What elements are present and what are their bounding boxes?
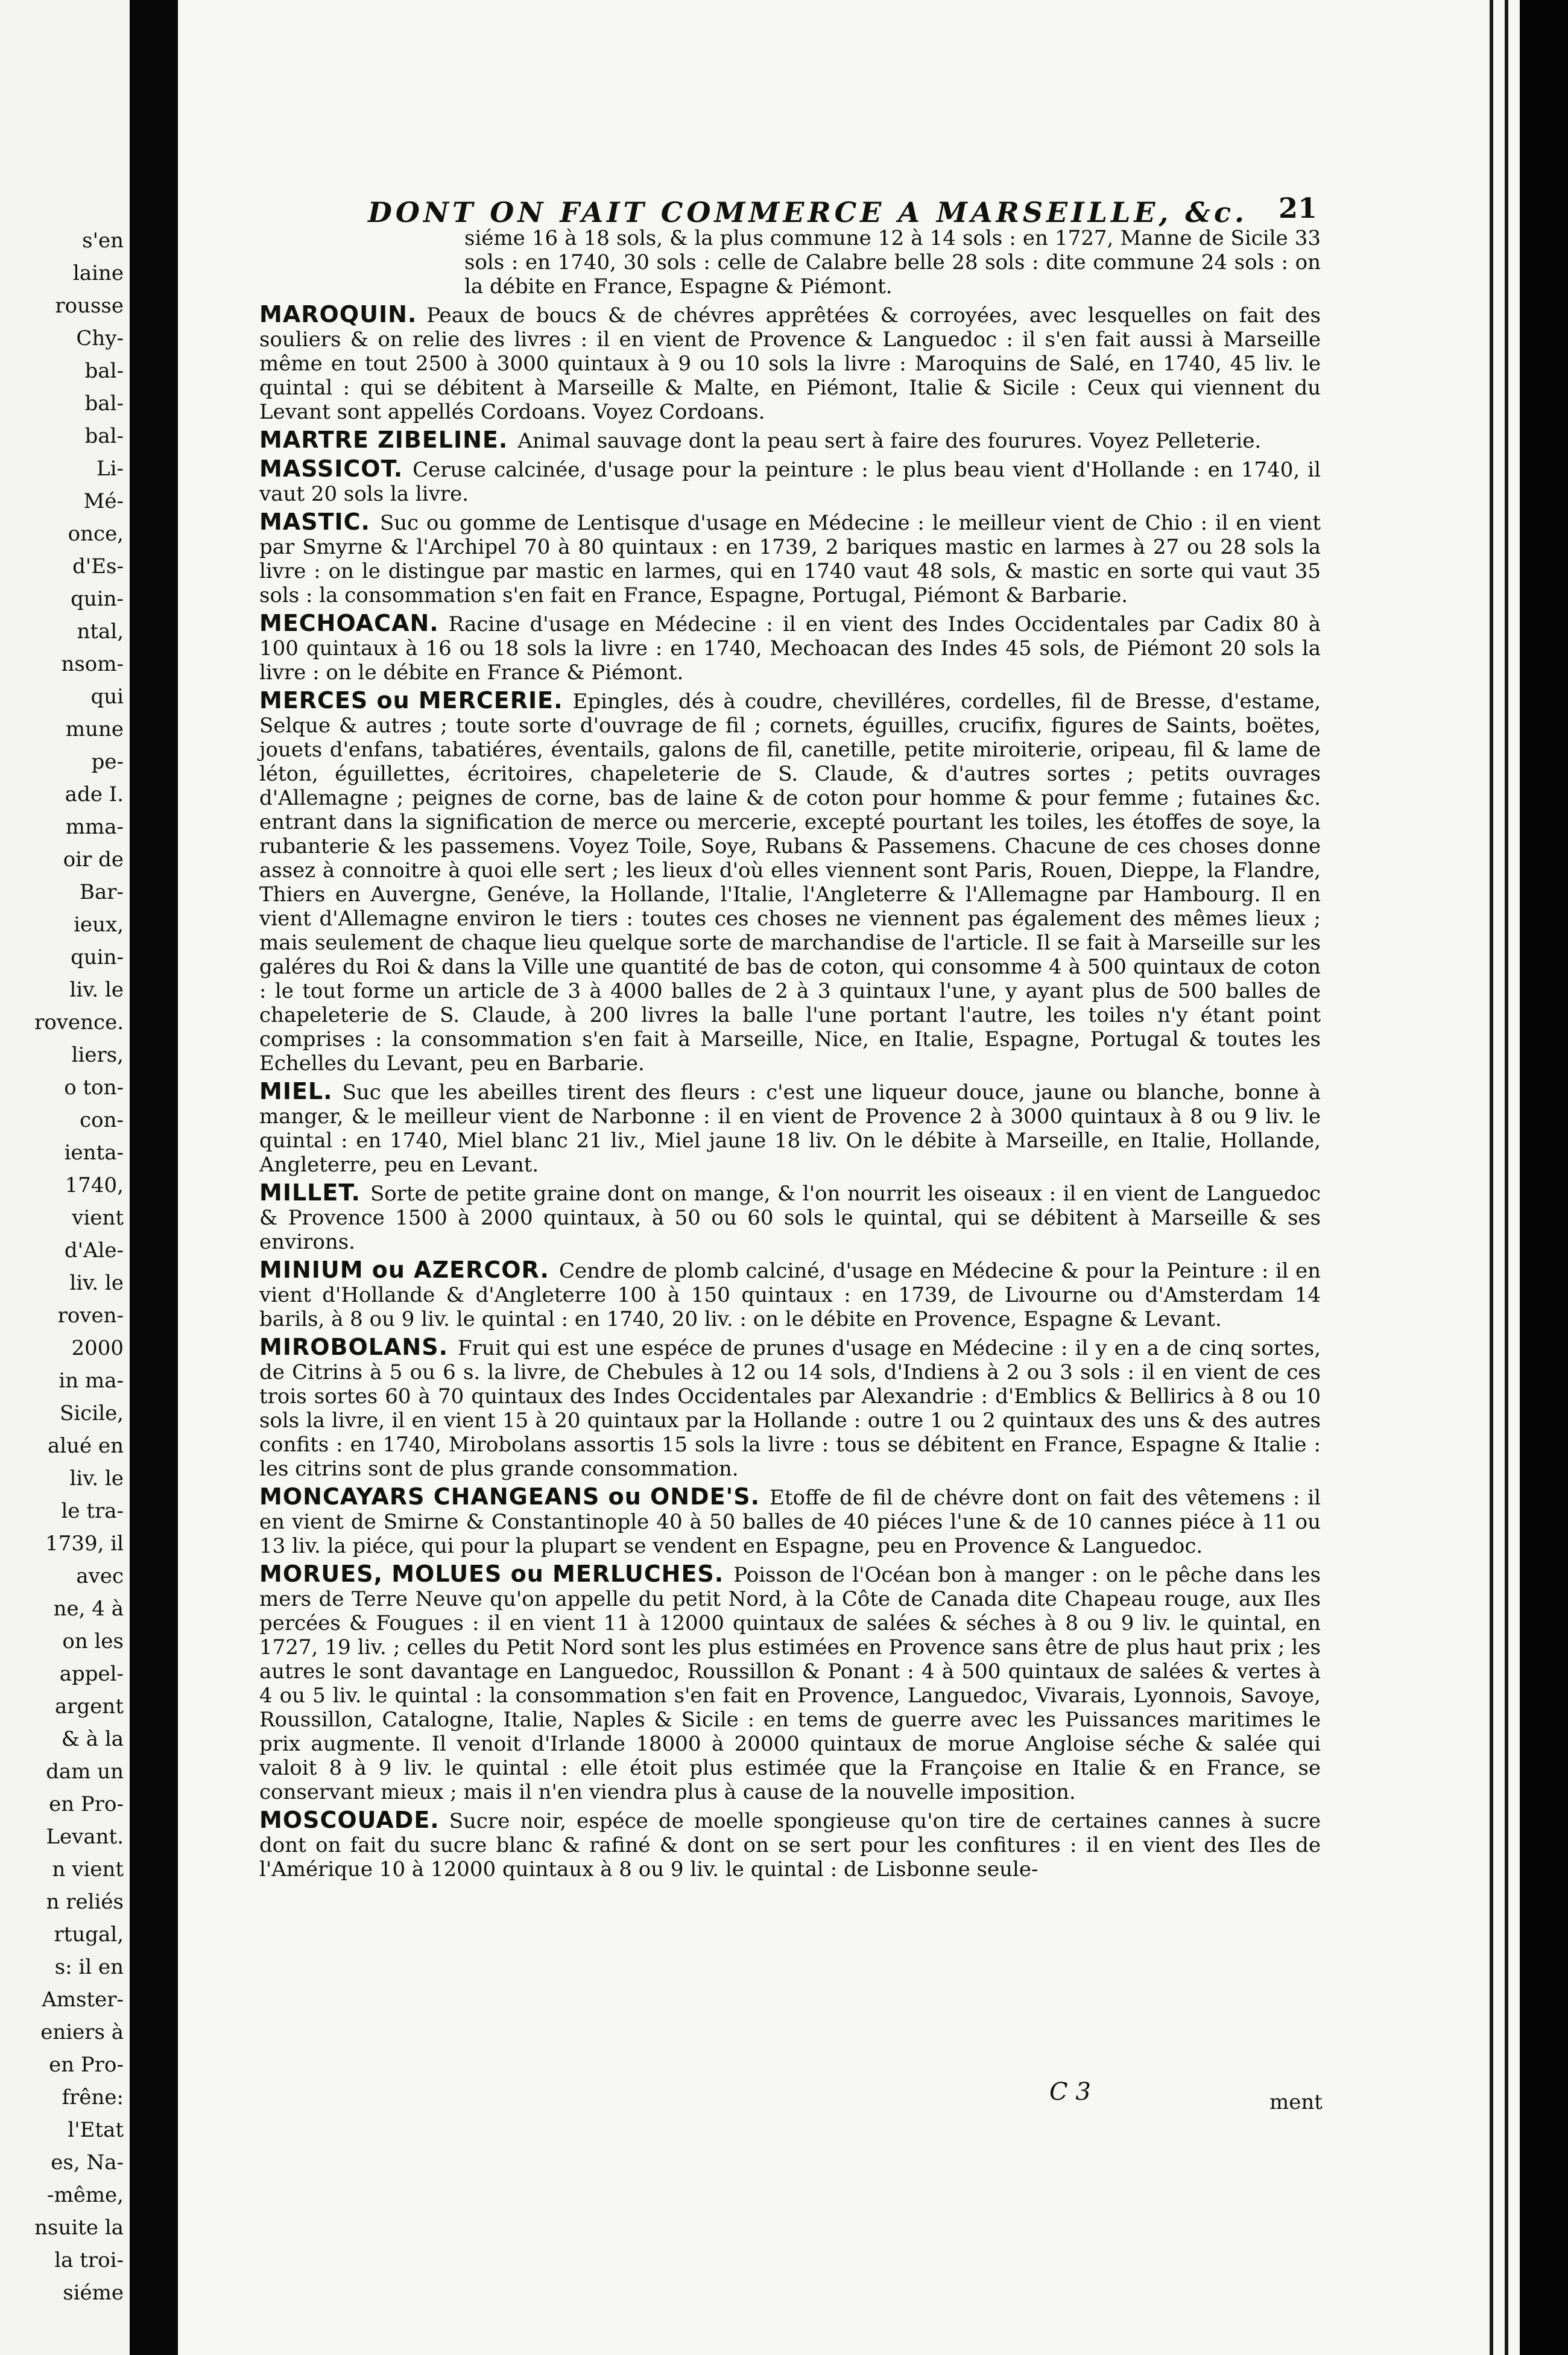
margin-fragment: le tra- — [61, 1500, 124, 1523]
entry-definition: Sorte de petite graine dont on mange, & l'on nourrit les oiseaux : il en vient de Languedoc & Provence 1500 à 2000 quintaux, à 50 ou 60 sols le quintal, qui se débitent à Marseille & ses environs. — [259, 1182, 1321, 1254]
margin-fragment: mma- — [65, 816, 124, 839]
dictionary-entry — [259, 1079, 1321, 1177]
margin-fragment: liv. le — [69, 1467, 124, 1491]
margin-fragment: rovence. — [34, 1011, 124, 1035]
margin-fragment: liv. le — [69, 1272, 124, 1295]
entry-text — [259, 510, 1321, 607]
entry-headword: MINIUM ou AZERCOR. — [259, 1257, 549, 1283]
entry-definition: Racine d'usage en Médecine : il en vient des Indes Occidentales par Cadix 80 à 100 quintaux à 16 ou 18 sols la livre : en 1740, Mechoacan des Indes 45 sols, de Piémont 20 sols la livre : on le débite en France & Piémont. — [259, 612, 1321, 685]
entry-text — [259, 226, 1321, 299]
entry-definition: Animal sauvage dont la peau sert à faire des fourures. Voyez Pelleterie. — [517, 429, 1262, 453]
margin-fragment: rousse — [55, 294, 124, 318]
margin-fragment: liers, — [71, 1044, 124, 1067]
running-header: DONT ON FAIT COMMERCE A MARSEILLE, &c. — [368, 196, 1248, 229]
margin-fragment: oir de — [63, 848, 124, 872]
entry-headword: MASSICOT. — [259, 455, 403, 482]
margin-fragment: alué en — [48, 1434, 124, 1458]
dictionary-entry — [259, 611, 1321, 685]
entry-text — [259, 428, 1321, 453]
entry-text — [259, 457, 1321, 506]
margin-fragment: Amster- — [42, 1988, 124, 2012]
entry-text — [259, 1562, 1321, 1804]
margin-fragment: nsuite la — [34, 2216, 124, 2240]
margin-fragment: bal- — [84, 360, 124, 383]
margin-fragment: en Pro- — [49, 2053, 124, 2077]
margin-fragment: o ton- — [64, 1076, 124, 1100]
book-gutter — [130, 0, 178, 2355]
margin-fragment: once, — [68, 522, 124, 546]
margin-fragment: ne, 4 à — [53, 1597, 124, 1621]
entry-text — [259, 1079, 1321, 1177]
margin-fragment: argent — [55, 1695, 124, 1719]
entry-text — [259, 1258, 1321, 1331]
entry-text — [259, 1335, 1321, 1481]
entry-headword: MONCAYARS CHANGEANS ou ONDE'S. — [259, 1483, 760, 1510]
margin-fragment: 1740, — [65, 1174, 124, 1197]
dictionary-entry — [259, 1808, 1321, 1881]
entry-definition: Suc que les abeilles tirent des fleurs : c'est une liqueur douce, jaune ou blanche, bonne à manger, & le meilleur vient de Narbonne : il en vient de Provence 2 à 3000 quintaux à 8 ou 9 liv. le quintal : en 1740, Miel blanc 21 liv., Miel jaune 18 liv. On le débite à Marseille, en Italie, Hollande, Angleterre, peu en Levant. — [259, 1080, 1321, 1177]
margin-fragment: 2000 — [71, 1337, 124, 1360]
entry-definition: Ceruse calcinée, d'usage pour la peinture : le plus beau vient d'Hollande : en 1740, il vaut 20 sols la livre. — [259, 458, 1321, 506]
entry-list — [259, 226, 1321, 1885]
entry-definition: Etoffe de fil de chévre dont on fait des vêtemens : il en vient de Smirne & Constantinople 40 à 50 balles de 40 piéces l'une & de 10 cannes piéce à 11 ou 13 liv. la piéce, qui pour la plupart se vendent en Espagne, peu en Provence & Languedoc. — [259, 1486, 1321, 1558]
margin-fragment: Sicile, — [60, 1402, 124, 1425]
catchword: ment — [1269, 2090, 1323, 2114]
margin-fragment: vient — [72, 1206, 124, 1230]
page-edge-line — [1505, 0, 1508, 2355]
margin-fragment: bal- — [84, 392, 124, 416]
entry-text — [259, 1485, 1321, 1558]
margin-fragment: l'Etat — [68, 2119, 124, 2142]
margin-fragment: siéme — [63, 2281, 124, 2305]
entry-headword: MASTIC. — [259, 509, 370, 535]
margin-fragment: n vient — [52, 1858, 124, 1881]
margin-fragment: n reliés — [46, 1891, 124, 1914]
margin-fragment: appel- — [59, 1662, 124, 1686]
margin-fragment: s: il en — [54, 1956, 124, 1979]
entry-headword: MARTRE ZIBELINE. — [259, 426, 508, 453]
entry-headword: MERCES ou MERCERIE. — [259, 687, 563, 714]
margin-fragment: d'Es- — [72, 555, 124, 578]
signature-mark: C 3 — [1049, 2078, 1091, 2106]
dictionary-entry — [259, 457, 1321, 506]
margin-fragment: quin- — [71, 588, 124, 611]
margin-fragment: 1739, il — [45, 1532, 124, 1556]
margin-fragment: avec — [76, 1565, 124, 1588]
margin-fragment: in ma- — [58, 1369, 124, 1393]
dictionary-entry — [259, 1485, 1321, 1558]
margin-fragment: & à la — [61, 1728, 124, 1751]
margin-fragment: mune — [65, 718, 124, 741]
entry-definition: Sucre noir, espéce de moelle spongieuse qu'on tire de certaines cannes à sucre dont on fait du sucre blanc & rafiné & dont on se sert pour les confitures : il en vient des Iles de l'Amérique 10 à 12000 quintaux à 8 ou 9 liv. le quintal : de Lisbonne seule- — [259, 1809, 1321, 1881]
entry-headword: MILLET. — [259, 1179, 361, 1206]
entry-text — [259, 611, 1321, 685]
margin-fragment: ieux, — [74, 913, 124, 937]
margin-fragment: Li- — [96, 457, 124, 481]
entry-headword: MECHOACAN. — [259, 610, 439, 636]
entry-definition: Epingles, dés à coudre, chevilléres, cordelles, fil de Bresse, d'estame, Selque & autres ; toute sorte d'ouvrage de fil ; cornets, éguilles, crucifix, figures de Saints, boëtes, jouets d'enfans, tabatiéres, éventails, galons de fil, canetille, petite miroiterie, oripeau, fil & lame de léton, éguillettes, écritoires, chapeleterie de S. Claude, & d'autres sortes ; petits ouvrages d'Allemagne ; peignes de corne, bas de laine & de coton pour homme & pour femme ; futaines &c. entrant dans la signification de merce ou mercerie, excepté pourtant les toiles, les étoffes de soye, la rubanterie & les passemens. Voyez Toile, Soye, Rubans & Passemens. Chacune de ces choses donne assez à connoitre à quoi elle sert ; les lieux d'où elles viennent sont Paris, Rouen, Dieppe, la Flandre, Thiers en Auvergne, Genéve, la Hollande, l'Italie, l'Angleterre & l'Allemagne par Hambourg. Il en vient d'Allemagne environ le tiers : toutes ces choses ne viennent pas également des mêmes lieux ; mais seulement de chaque lieu quelque sorte de marchandise de l'article. Il se fait à Marseille sur les galéres du Roi & dans la Ville une quantité de bas de coton, qui consomme 4 à 500 quintaux de coton : le tout forme un article de 3 à 4000 balles de 2 à 3 quintaux l'une, y ayant plus de 500 balles de chapeleterie de S. Claude, à 200 livres la balle l'une portant l'autre, les toiles n'y étant point comprises : la consommation s'en fait à Marseille, Nice, en Italie, Espagne, Portugal & toutes les Echelles du Levant, peu en Barbarie. — [259, 689, 1321, 1076]
margin-fragment: nsom- — [61, 653, 124, 676]
dictionary-entry — [259, 226, 1321, 299]
page-edge-line — [1490, 0, 1493, 2355]
margin-fragment: quin- — [71, 946, 124, 969]
margin-fragment: con- — [80, 1109, 124, 1132]
entry-headword: MORUES, MOLUES ou MERLUCHES. — [259, 1561, 724, 1587]
dictionary-entry — [259, 1335, 1321, 1481]
entry-definition: siéme 16 à 18 sols, & la plus commune 12 à 14 sols : en 1727, Manne de Sicile 33 sols : en 1740, 30 sols : celle de Calabre belle 28 sols : dite commune 24 sols : on la débite en France, Espagne & Piémont. — [464, 226, 1321, 299]
margin-fragment: pe- — [91, 750, 124, 774]
margin-fragment: -même, — [46, 2184, 124, 2207]
margin-fragment: eniers à — [40, 2021, 124, 2044]
entry-definition: Poisson de l'Océan bon à manger : on le pêche dans les mers de Terre Neuve qu'on appelle du petit Nord, à la Côte de Canada dite Chapeau rouge, aux Iles percées & Fougues : il en vient 11 à 12000 quintaux de salées & séches à 8 ou 9 liv. le quintal, en 1727, 19 liv. ; celles du Petit Nord sont les plus estimées en Provence sans être de plus haut prix ; les autres le sont davantage en Languedoc, Roussillon & Ponant : 4 à 500 quintaux de salées & vertes à 4 ou 5 liv. le quintal : la consommation s'en fait en Provence, Languedoc, Vivarais, Lyonnois, Savoye, Roussillon, Catalogne, Italie, Naples & Sicile : en tems de guerre avec les Puissances maritimes le prix augmente. Il venoit d'Irlande 18000 à 20000 quintaux de morue Angloise séche & salée qui valoit 8 à 9 liv. le quintal : elle étoit plus estimée que la Françoise en Italie & en France, se conservant mieux ; mais il n'en viendra plus à cause de la nouvelle imposition. — [259, 1563, 1321, 1804]
dictionary-entry — [259, 428, 1321, 453]
margin-fragment: ienta- — [64, 1141, 124, 1165]
margin-fragment: ntal, — [77, 620, 124, 644]
margin-fragment: s'en — [82, 229, 124, 253]
margin-fragment: Levant. — [46, 1825, 124, 1849]
entry-headword: MOSCOUADE. — [259, 1807, 440, 1833]
entry-definition: Peaux de boucs & de chévres apprêtées & corroyées, avec lesquelles on fait des souliers & on relie des livres : il en vient de Provence & Languedoc : il s'en fait aussi à Marseille même en tout 2500 à 3000 quintaux à 9 ou 10 sols la livre : Maroquins de Salé, en 1740, 45 liv. le quintal : qui se débitent à Marseille & Malte, en Piémont, Italie & Sicile : Ceux qui viennent du Levant sont appellés Cordoans. Voyez Cordoans. — [259, 303, 1321, 424]
margin-fragment: d'Ale- — [64, 1239, 124, 1263]
margin-fragment: Bar- — [80, 881, 124, 904]
margin-fragment: dam un — [46, 1760, 124, 1784]
margin-fragment: la troi- — [54, 2249, 124, 2272]
margin-fragment: Chy- — [76, 327, 124, 350]
margin-fragment: laine — [72, 262, 124, 285]
margin-fragment: rtugal, — [54, 1923, 124, 1947]
dictionary-entry — [259, 302, 1321, 424]
entry-headword: MIEL. — [259, 1078, 333, 1105]
entry-headword: MIROBOLANS. — [259, 1334, 449, 1360]
margin-fragment: qui — [90, 685, 124, 709]
margin-fragment: bal- — [84, 425, 124, 448]
right-border — [1520, 0, 1568, 2355]
entry-headword: MAROQUIN. — [259, 301, 417, 328]
margin-fragment: Mé- — [83, 490, 124, 513]
margin-fragment: roven- — [57, 1304, 124, 1328]
dictionary-entry — [259, 1562, 1321, 1804]
margin-fragment: frêne: — [62, 2086, 124, 2109]
dictionary-entry — [259, 510, 1321, 607]
dictionary-entry — [259, 1258, 1321, 1331]
margin-fragment: liv. le — [69, 978, 124, 1002]
entry-definition: Fruit qui est une espéce de prunes d'usage en Médecine : il y en a de cinq sortes, de Citrins à 5 ou 6 s. la livre, de Chebules à 12 ou 14 sols, d'Indiens à 2 ou 3 sols : il en vient de ces trois sortes 60 à 70 quintaux des Indes Occidentales par Alexandrie : d'Emblics & Bellirics à 8 ou 10 sols la livre, il en vient 15 à 20 quintaux par la Hollande : outre 1 ou 2 quintaux des uns & des autres confits : en 1740, Mirobolans assortis 15 sols la livre : tous se débitent en France, Espagne & Italie : les citrins sont de plus grande consommation. — [259, 1336, 1321, 1481]
dictionary-entry — [259, 688, 1321, 1076]
page-number: 21 — [1279, 192, 1318, 224]
entry-definition: Cendre de plomb calciné, d'usage en Médecine & pour la Peinture : il en vient d'Hollande & d'Angleterre 100 à 150 quintaux : en 1739, de Livourne ou d'Amsterdam 14 barils, à 8 ou 9 liv. le quintal : en 1740, 20 liv. : on le débite en Provence, Espagne & Levant. — [259, 1259, 1321, 1331]
entry-definition: Suc ou gomme de Lentisque d'usage en Médecine : le meilleur vient de Chio : il en vient par Smyrne & l'Archipel 70 à 80 quintaux : en 1739, 2 bariques mastic en larmes à 27 ou 28 sols la livre : on le distingue par mastic en larmes, qui en 1740 vaut 48 sols, & mastic en sorte qui vaut 35 sols : la consommation s'en fait en France, Espagne, Portugal, Piémont & Barbarie. — [259, 511, 1321, 607]
previous-page-margin-text — [0, 229, 124, 2314]
margin-fragment: es, Na- — [51, 2151, 124, 2175]
margin-fragment: en Pro- — [49, 1793, 124, 1816]
margin-fragment: on les — [62, 1630, 124, 1653]
margin-fragment: ade I. — [65, 783, 124, 807]
entry-text — [259, 302, 1321, 424]
dictionary-entry — [259, 1181, 1321, 1254]
entry-text — [259, 1808, 1321, 1881]
entry-text — [259, 688, 1321, 1076]
entry-text — [259, 1181, 1321, 1254]
